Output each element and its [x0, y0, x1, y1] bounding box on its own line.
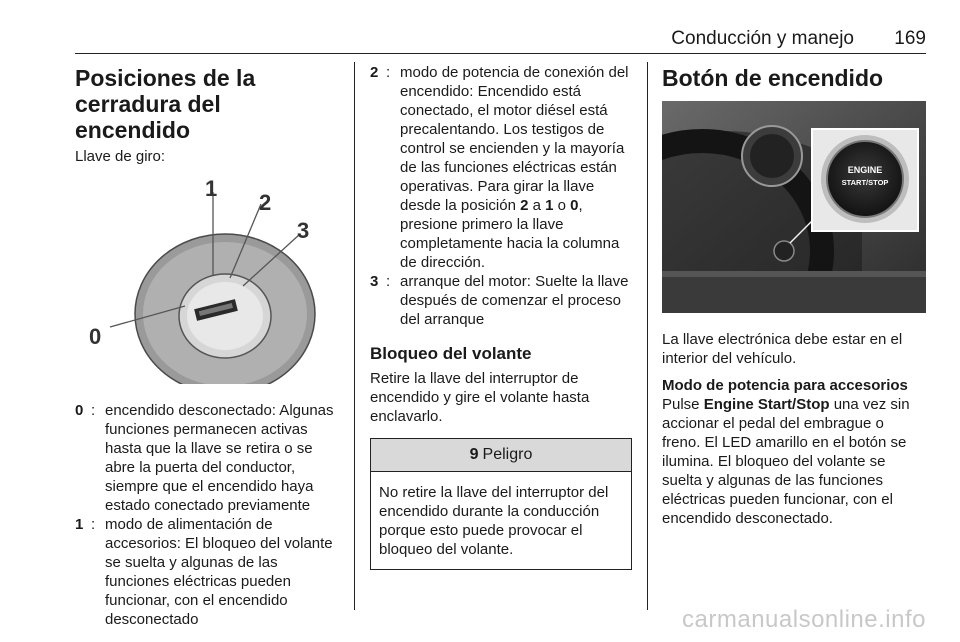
list-item: 2 : modo de potencia de conexión del encendido: Encendido está conectado, el motor diésel está precalentando. Los testigos de control se encienden y la mayoría de las funciones eléctricas están operativas. Para girar la llave desde la posición 2 a 1 o 0, presione primero la llave completamente hacia la columna de dirección. — [370, 64, 629, 271]
dashboard-photo-illustration — [662, 101, 926, 313]
electronic-key-text: La llave electrónica debe estar en el interior del vehículo. — [662, 331, 903, 367]
start-button-photo — [662, 101, 926, 318]
warning-header — [371, 439, 631, 472]
warning-icon: 9 — [469, 446, 479, 463]
left-column — [75, 63, 341, 629]
column-divider-1 — [354, 62, 355, 610]
figure-label-1: 1 — [205, 176, 218, 201]
warning-box — [370, 438, 632, 570]
header-title: Conducción y manejo — [671, 28, 854, 49]
column-divider-2 — [647, 62, 648, 610]
header-rule — [75, 53, 926, 54]
list-item: 0 : encendido desconectado: Algunas funciones permanecen activas hasta que la llave se retira o se abre la puerta del conductor, siempre que el encendido haya estado conectado previamente — [75, 402, 334, 514]
watermark: carmanualsonline.info — [682, 606, 926, 633]
page-header — [75, 26, 926, 54]
right-column — [662, 63, 926, 530]
figure-label-0: 0 — [89, 324, 102, 349]
figure-label-2: 2 — [259, 190, 272, 215]
steering-lock-text: Retire la llave del interruptor de encendido y gire el volante hasta enclavarlo. — [370, 370, 590, 425]
section-heading-steering-lock: Bloqueo del volante — [370, 344, 532, 363]
ignition-key-figure — [75, 174, 341, 389]
list-item: 3 : arranque del motor: Suelte la llave después de comenzar el proceso del arranque — [370, 273, 629, 328]
subtitle-key: Llave de giro: — [75, 148, 166, 165]
ignition-lock-illustration — [75, 174, 341, 384]
warning-title: Peligro — [482, 446, 533, 463]
figure-label-3: 3 — [297, 218, 310, 243]
list-item: 1 : modo de alimentación de accesorios: El bloqueo del volante se suelta y algunas de las funciones eléctricas pueden funcionar, con el encendido desconectado — [75, 516, 333, 628]
page-number: 169 — [894, 28, 926, 49]
section-heading-start-button: Botón de encendido — [662, 65, 884, 91]
accessory-mode-text: Pulse Engine Start/Stop una vez sin accionar el pedal del embrague o freno. El LED amarillo en el botón se ilumina. El bloqueo del volante se suelta y algunas de las funciones eléctricas pueden funcionar, con el encendido desconectado. — [662, 396, 910, 527]
engine-label: ENGINE — [847, 165, 883, 175]
accessory-mode-heading: Modo de potencia para accesorios — [662, 377, 908, 394]
section-heading-ignition-positions: Posiciones de la cerradura del encendido — [75, 65, 256, 143]
warning-text: No retire la llave del interruptor del encendido durante la conducción porque esto puede provocar el bloqueo del volante. — [379, 484, 609, 558]
start-stop-label: START/STOP — [841, 178, 889, 187]
middle-column — [370, 63, 632, 570]
